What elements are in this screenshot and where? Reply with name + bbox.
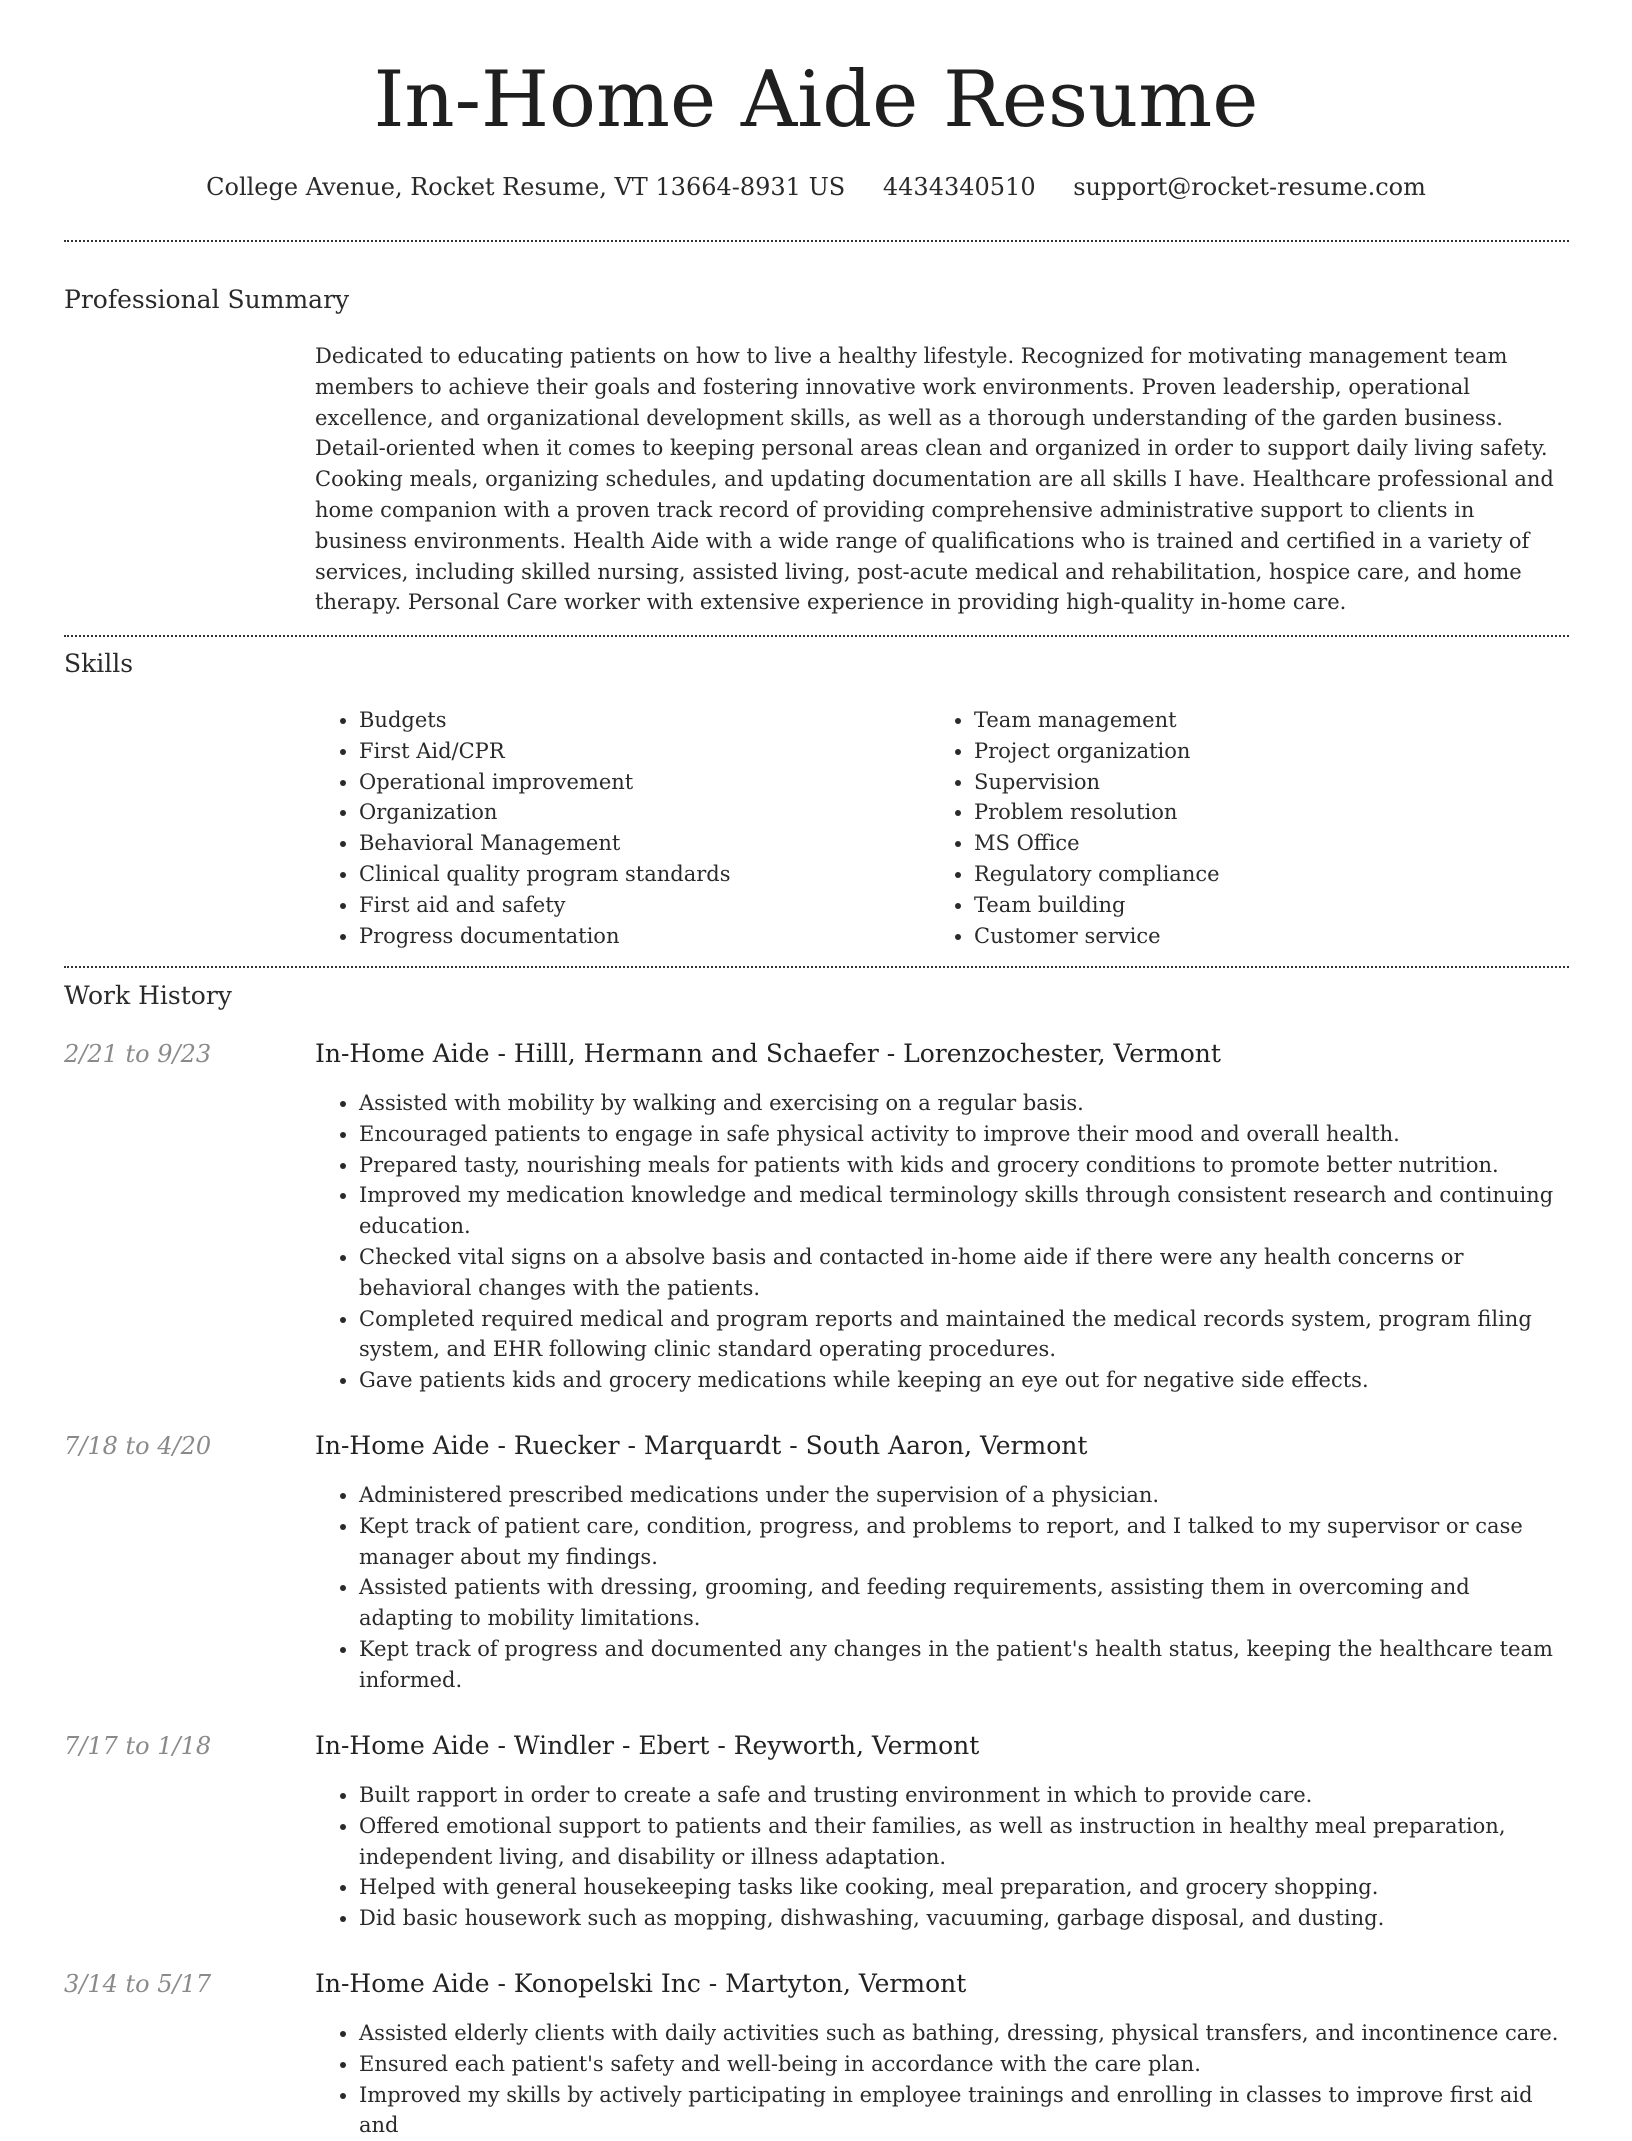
skills-list-left: [315, 705, 731, 951]
list-item: • Assisted elderly clients with daily activities such as bathing, dressing, physical transfers, and incontinence care.: [359, 2018, 1560, 2049]
job-bullets: [315, 2018, 1560, 2141]
list-item: • Encouraged patients to engage in safe physical activity to improve their mood and overall health.: [359, 1119, 1560, 1150]
skills-list-right: [930, 705, 1220, 951]
list-item: • Team management: [974, 705, 1220, 736]
list-item: • Behavioral Management: [359, 828, 731, 859]
job-date: 2/21 to 9/23: [64, 1040, 212, 1068]
list-item: • Budgets: [359, 705, 731, 736]
list-item: • Kept track of patient care, condition, progress, and problems to report, and I talked to my supervisor or case manager about my findings.: [359, 1511, 1560, 1573]
summary-text: Dedicated to educating patients on how to live a healthy lifestyle. Recognized for motivating management team members to achieve their goals and fostering innovative work environments. Proven leadership, operational excellence, and organizational development skills, as well as a thorough understanding of the garden business. Detail-oriented when it comes to keeping personal areas clean and organized in order to support daily living safety. Cooking meals, organizing schedules, and updating documentation are all skills I have. Healthcare professional and home companion with a proven track record of providing comprehensive administrative support to clients in business environments. Health Aide with a wide range of qualifications who is trained and certified in a variety of services, including skilled nursing, assisted living, post-acute medical and rehabilitation, hospice care, and home therapy. Personal Care worker with extensive experience in providing high-quality in-home care.: [315, 344, 1554, 615]
list-item: • Improved my skills by actively participating in employee trainings and enrolling in classes to improve first aid and: [359, 2080, 1560, 2141]
list-item: • Prepared tasty, nourishing meals for patients with kids and grocery conditions to promote better nutrition.: [359, 1150, 1560, 1181]
list-item: • Gave patients kids and grocery medications while keeping an eye out for negative side effects.: [359, 1365, 1560, 1396]
job-bullets: [315, 1480, 1560, 1696]
section-title-work: Work History: [64, 981, 232, 1010]
list-item: • Helped with general housekeeping tasks like cooking, meal preparation, and grocery shopping.: [359, 1872, 1560, 1903]
list-item: • Assisted patients with dressing, grooming, and feeding requirements, assisting them in overcoming and adapting to mobility limitations.: [359, 1572, 1560, 1634]
job-date: 7/18 to 4/20: [64, 1432, 212, 1460]
list-item: • Built rapport in order to create a safe and trusting environment in which to provide care.: [359, 1780, 1560, 1811]
divider: [64, 635, 1569, 637]
list-item: • Progress documentation: [359, 921, 731, 952]
job-bullets: [315, 1088, 1560, 1396]
list-item: • Regulatory compliance: [974, 859, 1220, 890]
job-title: In-Home Aide - Hilll, Hermann and Schaefer - Lorenzochester, Vermont: [315, 1039, 1221, 1068]
list-item: • Offered emotional support to patients and their families, as well as instruction in healthy meal preparation, independent living, and disability or illness adaptation.: [359, 1811, 1560, 1873]
list-item: • Checked vital signs on a absolve basis and contacted in-home aide if there were any health concerns or behavioral changes with the patients.: [359, 1242, 1560, 1304]
list-item: • Project organization: [974, 736, 1220, 767]
divider: [64, 966, 1569, 968]
contact-address: College Avenue, Rocket Resume, VT 13664-8931 US: [206, 173, 846, 201]
list-item: • Ensured each patient's safety and well-being in accordance with the care plan.: [359, 2049, 1560, 2080]
contact-phone: 4434340510: [882, 173, 1036, 201]
list-item: • Completed required medical and program reports and maintained the medical records system, program filing system, and EHR following clinic standard operating procedures.: [359, 1304, 1560, 1366]
list-item: • Improved my medication knowledge and medical terminology skills through consistent research and continuing education.: [359, 1180, 1560, 1242]
list-item: • Team building: [974, 890, 1220, 921]
job-bullets: [315, 1780, 1560, 1934]
list-item: • Clinical quality program standards: [359, 859, 731, 890]
section-title-summary: Professional Summary: [64, 285, 350, 314]
job-date: 3/14 to 5/17: [64, 1970, 212, 1998]
job-title: In-Home Aide - Konopelski Inc - Martyton, Vermont: [315, 1969, 967, 1998]
list-item: • MS Office: [974, 828, 1220, 859]
list-item: • Supervision: [974, 767, 1220, 798]
job-date: 7/17 to 1/18: [64, 1732, 212, 1760]
divider: [64, 240, 1569, 242]
list-item: • First Aid/CPR: [359, 736, 731, 767]
contact-line: [0, 170, 1632, 204]
list-item: • Operational improvement: [359, 767, 731, 798]
section-title-skills: Skills: [64, 649, 134, 678]
contact-email: support@rocket-resume.com: [1073, 173, 1426, 201]
list-item: • Kept track of progress and documented any changes in the patient's health status, keeping the healthcare team informed.: [359, 1634, 1560, 1696]
list-item: • Assisted with mobility by walking and exercising on a regular basis.: [359, 1088, 1560, 1119]
list-item: • Customer service: [974, 921, 1220, 952]
job-title: In-Home Aide - Windler - Ebert - Reyworth, Vermont: [315, 1731, 980, 1760]
list-item: • Administered prescribed medications under the supervision of a physician.: [359, 1480, 1560, 1511]
list-item: • Problem resolution: [974, 797, 1220, 828]
resume-title: In-Home Aide Resume: [373, 55, 1259, 145]
list-item: • Organization: [359, 797, 731, 828]
job-title: In-Home Aide - Ruecker - Marquardt - South Aaron, Vermont: [315, 1431, 1088, 1460]
list-item: • Did basic housework such as mopping, dishwashing, vacuuming, garbage disposal, and dusting.: [359, 1903, 1560, 1934]
list-item: • First aid and safety: [359, 890, 731, 921]
